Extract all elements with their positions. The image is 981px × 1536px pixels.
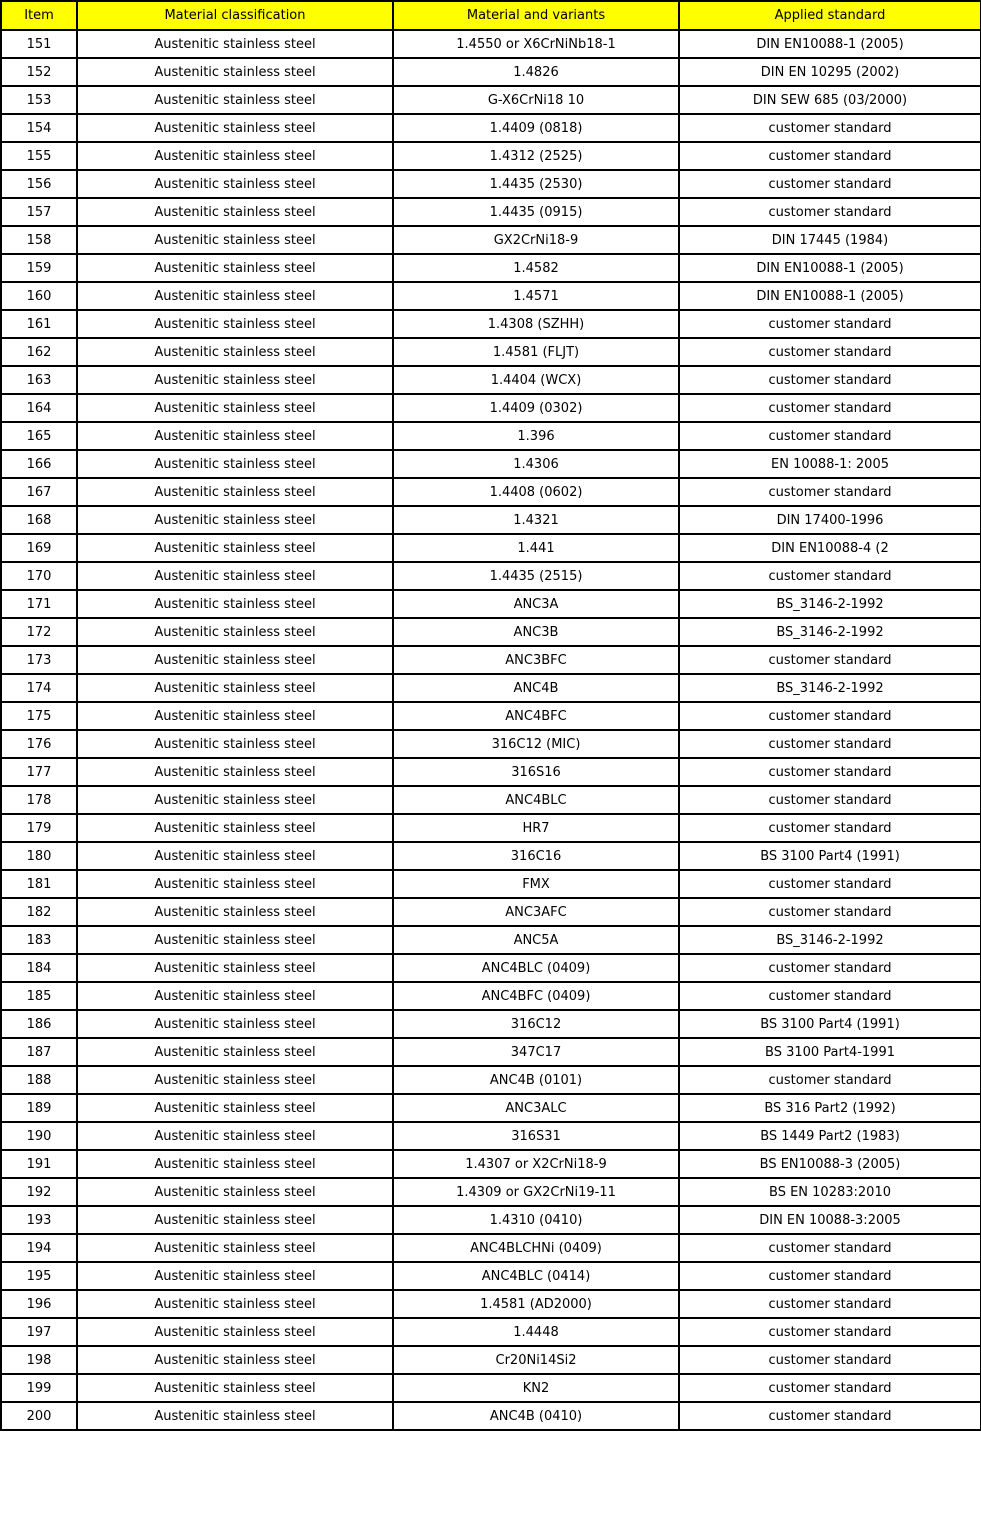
cell-classification: Austenitic stainless steel — [77, 1094, 393, 1122]
cell-material: ANC4BLC (0414) — [393, 1262, 679, 1290]
cell-standard: customer standard — [679, 478, 981, 506]
cell-classification: Austenitic stainless steel — [77, 30, 393, 58]
cell-standard: customer standard — [679, 1402, 981, 1430]
cell-item: 156 — [1, 170, 77, 198]
cell-item: 176 — [1, 730, 77, 758]
cell-item: 178 — [1, 786, 77, 814]
cell-material: 1.4435 (0915) — [393, 198, 679, 226]
table-row — [1, 1206, 981, 1234]
cell-material: 316S16 — [393, 758, 679, 786]
cell-material: 1.4309 or GX2CrNi19-11 — [393, 1178, 679, 1206]
cell-material: 316S31 — [393, 1122, 679, 1150]
table-row — [1, 1346, 981, 1374]
cell-standard: customer standard — [679, 142, 981, 170]
cell-standard: BS EN10088-3 (2005) — [679, 1150, 981, 1178]
cell-standard: customer standard — [679, 170, 981, 198]
cell-standard: BS 1449 Part2 (1983) — [679, 1122, 981, 1150]
cell-item: 159 — [1, 254, 77, 282]
cell-classification: Austenitic stainless steel — [77, 114, 393, 142]
cell-standard: DIN EN 10088-3:2005 — [679, 1206, 981, 1234]
cell-classification: Austenitic stainless steel — [77, 1038, 393, 1066]
cell-material: 1.4435 (2530) — [393, 170, 679, 198]
cell-classification: Austenitic stainless steel — [77, 310, 393, 338]
cell-material: ANC4B — [393, 674, 679, 702]
table-row — [1, 1122, 981, 1150]
cell-classification: Austenitic stainless steel — [77, 1402, 393, 1430]
cell-material: ANC3ALC — [393, 1094, 679, 1122]
cell-classification: Austenitic stainless steel — [77, 1178, 393, 1206]
cell-standard: BS EN 10283:2010 — [679, 1178, 981, 1206]
table-row — [1, 1150, 981, 1178]
table-row — [1, 674, 981, 702]
table-row — [1, 86, 981, 114]
cell-classification: Austenitic stainless steel — [77, 338, 393, 366]
cell-material: G-X6CrNi18 10 — [393, 86, 679, 114]
cell-standard: DIN EN10088-1 (2005) — [679, 30, 981, 58]
table-row — [1, 926, 981, 954]
cell-item: 186 — [1, 1010, 77, 1038]
cell-classification: Austenitic stainless steel — [77, 534, 393, 562]
table-row — [1, 786, 981, 814]
cell-material: 1.4321 — [393, 506, 679, 534]
table-row — [1, 394, 981, 422]
table-row — [1, 226, 981, 254]
cell-classification: Austenitic stainless steel — [77, 1346, 393, 1374]
cell-item: 184 — [1, 954, 77, 982]
table-row — [1, 954, 981, 982]
cell-classification: Austenitic stainless steel — [77, 58, 393, 86]
cell-material: 316C12 (MIC) — [393, 730, 679, 758]
table-row — [1, 1234, 981, 1262]
cell-classification: Austenitic stainless steel — [77, 142, 393, 170]
cell-material: ANC4BFC (0409) — [393, 982, 679, 1010]
cell-item: 151 — [1, 30, 77, 58]
table-row — [1, 1178, 981, 1206]
cell-standard: customer standard — [679, 1374, 981, 1402]
cell-standard: customer standard — [679, 562, 981, 590]
cell-classification: Austenitic stainless steel — [77, 590, 393, 618]
table-row — [1, 590, 981, 618]
table-row — [1, 1290, 981, 1318]
table-row — [1, 506, 981, 534]
cell-standard: DIN 17400-1996 — [679, 506, 981, 534]
cell-item: 162 — [1, 338, 77, 366]
cell-classification: Austenitic stainless steel — [77, 898, 393, 926]
cell-standard: customer standard — [679, 310, 981, 338]
cell-standard: customer standard — [679, 786, 981, 814]
cell-material: ANC4BLC (0409) — [393, 954, 679, 982]
cell-classification: Austenitic stainless steel — [77, 226, 393, 254]
cell-classification: Austenitic stainless steel — [77, 366, 393, 394]
cell-standard: customer standard — [679, 198, 981, 226]
table-row — [1, 1374, 981, 1402]
header-material: Material and variants — [393, 1, 679, 30]
cell-standard: customer standard — [679, 646, 981, 674]
cell-classification: Austenitic stainless steel — [77, 842, 393, 870]
cell-item: 167 — [1, 478, 77, 506]
cell-classification: Austenitic stainless steel — [77, 394, 393, 422]
cell-classification: Austenitic stainless steel — [77, 702, 393, 730]
cell-item: 199 — [1, 1374, 77, 1402]
cell-item: 194 — [1, 1234, 77, 1262]
cell-classification: Austenitic stainless steel — [77, 1150, 393, 1178]
cell-material: 1.4448 — [393, 1318, 679, 1346]
cell-standard: DIN 17445 (1984) — [679, 226, 981, 254]
cell-classification: Austenitic stainless steel — [77, 1262, 393, 1290]
header-classification: Material classification — [77, 1, 393, 30]
cell-standard: BS 316 Part2 (1992) — [679, 1094, 981, 1122]
table-row — [1, 1094, 981, 1122]
cell-item: 166 — [1, 450, 77, 478]
cell-standard: BS_3146-2-1992 — [679, 618, 981, 646]
cell-material: KN2 — [393, 1374, 679, 1402]
cell-classification: Austenitic stainless steel — [77, 1318, 393, 1346]
cell-material: 1.4581 (FLJT) — [393, 338, 679, 366]
cell-standard: BS_3146-2-1992 — [679, 674, 981, 702]
header-item: Item — [1, 1, 77, 30]
cell-material: 1.4582 — [393, 254, 679, 282]
table-row — [1, 30, 981, 58]
cell-classification: Austenitic stainless steel — [77, 730, 393, 758]
table-row — [1, 842, 981, 870]
cell-classification: Austenitic stainless steel — [77, 926, 393, 954]
cell-standard: customer standard — [679, 422, 981, 450]
cell-classification: Austenitic stainless steel — [77, 1206, 393, 1234]
cell-material: GX2CrNi18-9 — [393, 226, 679, 254]
cell-item: 158 — [1, 226, 77, 254]
cell-standard: customer standard — [679, 870, 981, 898]
cell-classification: Austenitic stainless steel — [77, 674, 393, 702]
cell-item: 173 — [1, 646, 77, 674]
cell-material: 1.396 — [393, 422, 679, 450]
table-row — [1, 338, 981, 366]
cell-material: 1.4550 or X6CrNiNb18-1 — [393, 30, 679, 58]
cell-classification: Austenitic stainless steel — [77, 814, 393, 842]
table-row — [1, 198, 981, 226]
table-row — [1, 58, 981, 86]
cell-material: ANC3B — [393, 618, 679, 646]
cell-item: 175 — [1, 702, 77, 730]
cell-classification: Austenitic stainless steel — [77, 506, 393, 534]
cell-material: 1.4826 — [393, 58, 679, 86]
cell-material: ANC4B (0410) — [393, 1402, 679, 1430]
table-row — [1, 870, 981, 898]
cell-material: ANC3A — [393, 590, 679, 618]
cell-item: 196 — [1, 1290, 77, 1318]
cell-material: 1.4404 (WCX) — [393, 366, 679, 394]
cell-item: 182 — [1, 898, 77, 926]
cell-item: 157 — [1, 198, 77, 226]
table-row — [1, 758, 981, 786]
cell-standard: customer standard — [679, 1066, 981, 1094]
cell-item: 197 — [1, 1318, 77, 1346]
cell-standard: customer standard — [679, 366, 981, 394]
cell-standard: customer standard — [679, 1234, 981, 1262]
cell-item: 161 — [1, 310, 77, 338]
cell-material: 1.4571 — [393, 282, 679, 310]
table-row — [1, 1262, 981, 1290]
table-row — [1, 898, 981, 926]
cell-standard: customer standard — [679, 394, 981, 422]
cell-material: 1.4312 (2525) — [393, 142, 679, 170]
cell-standard: customer standard — [679, 758, 981, 786]
cell-material: ANC4BFC — [393, 702, 679, 730]
cell-classification: Austenitic stainless steel — [77, 450, 393, 478]
cell-standard: BS_3146-2-1992 — [679, 926, 981, 954]
cell-item: 200 — [1, 1402, 77, 1430]
cell-item: 192 — [1, 1178, 77, 1206]
cell-classification: Austenitic stainless steel — [77, 86, 393, 114]
cell-item: 193 — [1, 1206, 77, 1234]
cell-standard: customer standard — [679, 702, 981, 730]
table-row — [1, 702, 981, 730]
cell-classification: Austenitic stainless steel — [77, 170, 393, 198]
cell-item: 171 — [1, 590, 77, 618]
cell-material: ANC4BLCHNi (0409) — [393, 1234, 679, 1262]
cell-classification: Austenitic stainless steel — [77, 1066, 393, 1094]
cell-material: ANC4BLC — [393, 786, 679, 814]
cell-material: HR7 — [393, 814, 679, 842]
cell-item: 154 — [1, 114, 77, 142]
cell-standard: BS 3100 Part4-1991 — [679, 1038, 981, 1066]
cell-item: 198 — [1, 1346, 77, 1374]
cell-standard: DIN EN10088-1 (2005) — [679, 254, 981, 282]
cell-item: 183 — [1, 926, 77, 954]
cell-classification: Austenitic stainless steel — [77, 786, 393, 814]
cell-item: 160 — [1, 282, 77, 310]
cell-standard: customer standard — [679, 1290, 981, 1318]
table-row — [1, 814, 981, 842]
cell-item: 172 — [1, 618, 77, 646]
cell-classification: Austenitic stainless steel — [77, 758, 393, 786]
cell-material: 1.4409 (0302) — [393, 394, 679, 422]
cell-standard: DIN EN 10295 (2002) — [679, 58, 981, 86]
cell-standard: customer standard — [679, 982, 981, 1010]
cell-material: 1.4306 — [393, 450, 679, 478]
cell-classification: Austenitic stainless steel — [77, 1010, 393, 1038]
cell-standard: DIN EN10088-4 (2 — [679, 534, 981, 562]
table-row — [1, 562, 981, 590]
cell-standard: DIN SEW 685 (03/2000) — [679, 86, 981, 114]
table-row — [1, 114, 981, 142]
cell-standard: BS 3100 Part4 (1991) — [679, 842, 981, 870]
cell-classification: Austenitic stainless steel — [77, 618, 393, 646]
table-row — [1, 282, 981, 310]
table-row — [1, 170, 981, 198]
cell-standard: BS_3146-2-1992 — [679, 590, 981, 618]
cell-material: 1.4310 (0410) — [393, 1206, 679, 1234]
table-row — [1, 1010, 981, 1038]
cell-classification: Austenitic stainless steel — [77, 870, 393, 898]
cell-standard: customer standard — [679, 730, 981, 758]
cell-classification: Austenitic stainless steel — [77, 282, 393, 310]
table-row — [1, 730, 981, 758]
cell-item: 164 — [1, 394, 77, 422]
cell-material: 1.441 — [393, 534, 679, 562]
cell-standard: customer standard — [679, 1318, 981, 1346]
cell-item: 168 — [1, 506, 77, 534]
table-row — [1, 450, 981, 478]
cell-material: 316C16 — [393, 842, 679, 870]
cell-material: 1.4581 (AD2000) — [393, 1290, 679, 1318]
cell-item: 163 — [1, 366, 77, 394]
cell-classification: Austenitic stainless steel — [77, 198, 393, 226]
cell-standard: EN 10088-1: 2005 — [679, 450, 981, 478]
cell-standard: customer standard — [679, 114, 981, 142]
cell-standard: customer standard — [679, 338, 981, 366]
cell-item: 153 — [1, 86, 77, 114]
cell-item: 180 — [1, 842, 77, 870]
cell-item: 169 — [1, 534, 77, 562]
cell-standard: customer standard — [679, 954, 981, 982]
header-row — [1, 1, 981, 30]
cell-material: 1.4307 or X2CrNi18-9 — [393, 1150, 679, 1178]
cell-standard: customer standard — [679, 1346, 981, 1374]
table-row — [1, 1038, 981, 1066]
cell-classification: Austenitic stainless steel — [77, 562, 393, 590]
cell-standard: DIN EN10088-1 (2005) — [679, 282, 981, 310]
cell-classification: Austenitic stainless steel — [77, 982, 393, 1010]
table-row — [1, 254, 981, 282]
cell-classification: Austenitic stainless steel — [77, 954, 393, 982]
cell-classification: Austenitic stainless steel — [77, 478, 393, 506]
table-body — [1, 30, 981, 1430]
cell-classification: Austenitic stainless steel — [77, 1290, 393, 1318]
cell-item: 191 — [1, 1150, 77, 1178]
table-row — [1, 142, 981, 170]
table-row — [1, 310, 981, 338]
cell-item: 152 — [1, 58, 77, 86]
cell-item: 190 — [1, 1122, 77, 1150]
cell-material: 1.4409 (0818) — [393, 114, 679, 142]
cell-standard: customer standard — [679, 898, 981, 926]
cell-item: 188 — [1, 1066, 77, 1094]
cell-item: 195 — [1, 1262, 77, 1290]
table-row — [1, 1402, 981, 1430]
cell-classification: Austenitic stainless steel — [77, 422, 393, 450]
cell-classification: Austenitic stainless steel — [77, 646, 393, 674]
cell-classification: Austenitic stainless steel — [77, 1374, 393, 1402]
cell-item: 155 — [1, 142, 77, 170]
table-row — [1, 618, 981, 646]
cell-item: 187 — [1, 1038, 77, 1066]
cell-standard: customer standard — [679, 814, 981, 842]
cell-material: 316C12 — [393, 1010, 679, 1038]
cell-item: 179 — [1, 814, 77, 842]
table-row — [1, 478, 981, 506]
cell-material: ANC5A — [393, 926, 679, 954]
cell-item: 185 — [1, 982, 77, 1010]
cell-classification: Austenitic stainless steel — [77, 1234, 393, 1262]
cell-material: 347C17 — [393, 1038, 679, 1066]
cell-material: 1.4308 (SZHH) — [393, 310, 679, 338]
header-standard: Applied standard — [679, 1, 981, 30]
cell-material: ANC4B (0101) — [393, 1066, 679, 1094]
cell-standard: BS 3100 Part4 (1991) — [679, 1010, 981, 1038]
table-row — [1, 1066, 981, 1094]
cell-item: 174 — [1, 674, 77, 702]
cell-material: FMX — [393, 870, 679, 898]
cell-material: ANC3AFC — [393, 898, 679, 926]
cell-material: Cr20Ni14Si2 — [393, 1346, 679, 1374]
cell-classification: Austenitic stainless steel — [77, 1122, 393, 1150]
cell-standard: customer standard — [679, 1262, 981, 1290]
cell-material: ANC3BFC — [393, 646, 679, 674]
cell-item: 170 — [1, 562, 77, 590]
cell-material: 1.4435 (2515) — [393, 562, 679, 590]
table-row — [1, 534, 981, 562]
cell-material: 1.4408 (0602) — [393, 478, 679, 506]
cell-item: 181 — [1, 870, 77, 898]
table-row — [1, 646, 981, 674]
table-row — [1, 1318, 981, 1346]
cell-item: 189 — [1, 1094, 77, 1122]
cell-classification: Austenitic stainless steel — [77, 254, 393, 282]
table-row — [1, 422, 981, 450]
table-row — [1, 366, 981, 394]
table-row — [1, 982, 981, 1010]
cell-item: 177 — [1, 758, 77, 786]
cell-item: 165 — [1, 422, 77, 450]
